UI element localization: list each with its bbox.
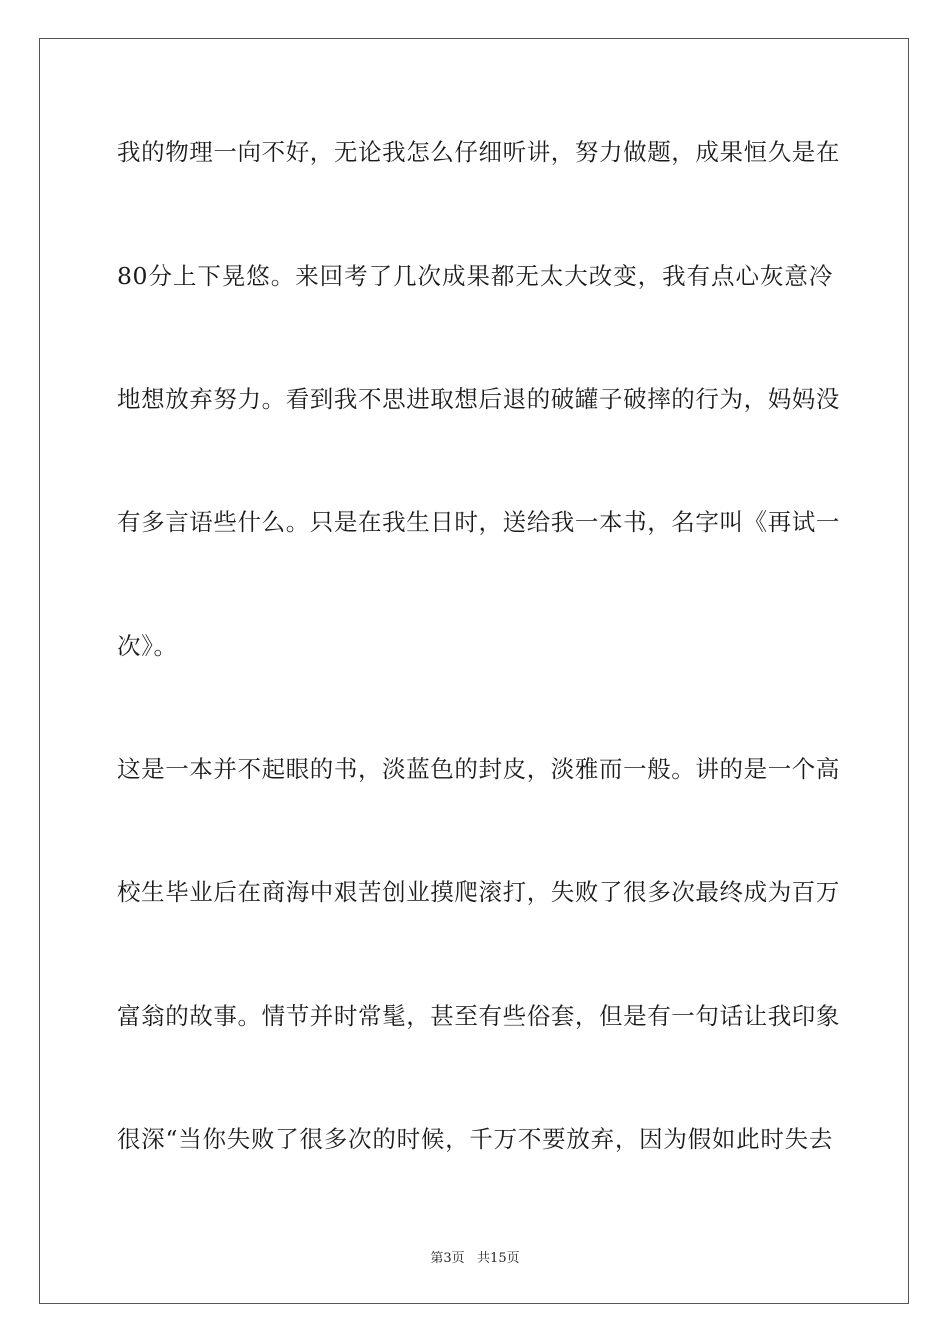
text-line: 有多言语些什么。只是在我生日时，送给我一本书，名字叫《再试一 [117, 508, 840, 536]
text-line: 我的物理一向不好，无论我怎么仔细听讲，努力做题，成果恒久是在 [117, 138, 840, 166]
text-line: 很深“当你失败了很多次的时候，千万不要放弃，因为假如此时失去 [117, 1125, 833, 1153]
page-number-footer: 第3页 共15页 [430, 1251, 520, 1266]
text-line: 次》。 [117, 632, 178, 660]
page-frame [39, 38, 909, 1304]
text-line: 地想放弃努力。看到我不思进取想后退的破罐子破摔的行为，妈妈没 [117, 385, 840, 413]
text-line: 校生毕业后在商海中艰苦创业摸爬滚打，失败了很多次最终成为百万 [117, 878, 840, 906]
text-line: 这是一本并不起眼的书，淡蓝色的封皮，淡雅而一般。讲的是一个高 [117, 755, 840, 783]
text-line: 富翁的故事。情节并时常髦，甚至有些俗套，但是有一句话让我印象 [117, 1002, 840, 1030]
text-line: 80分上下晃悠。来回考了几次成果都无太大改变，我有点心灰意冷 [117, 262, 833, 290]
